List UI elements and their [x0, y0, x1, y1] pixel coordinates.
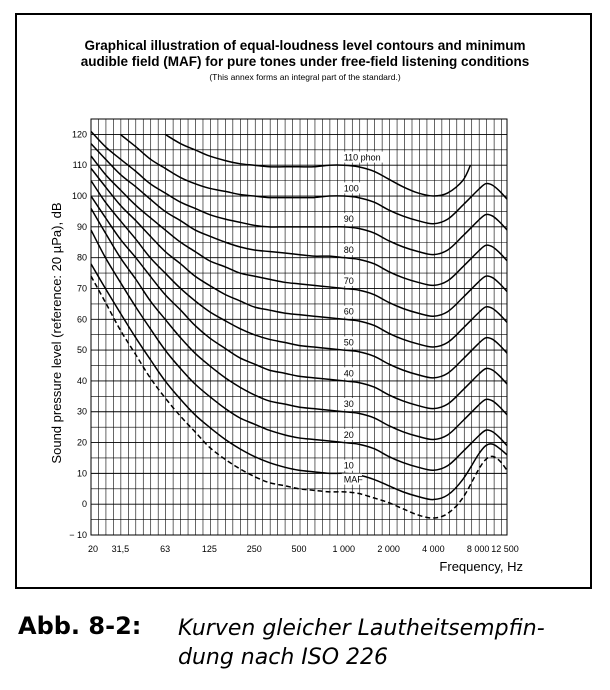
- curve-label-100: 100: [343, 183, 359, 194]
- curve-maf: [91, 276, 507, 518]
- grid: [91, 119, 507, 535]
- figure-caption: [18, 612, 603, 682]
- curve-label-30: 30: [343, 399, 354, 410]
- caption-label: Abb. 8-2:: [18, 612, 142, 640]
- x-tick-label: 12 500: [491, 544, 519, 554]
- y-axis-label: Sound pressure level (reference: 20 µPa), dB: [49, 202, 64, 464]
- equal-loudness-chart: [17, 15, 590, 587]
- chart-title-line-1: Graphical illustration of equal-loudness level contours and minimum: [84, 38, 526, 53]
- x-tick-label: 2 000: [377, 544, 400, 554]
- figure-frame: [15, 13, 592, 589]
- y-tick-labels: [69, 129, 87, 540]
- x-axis-label: Frequency, Hz: [439, 559, 523, 574]
- x-tick-label: 20: [88, 544, 99, 554]
- caption-text-line-1: Kurven gleicher Lautheitsempfin-: [178, 616, 545, 641]
- curve-label-maf: MAF: [343, 474, 363, 485]
- x-tick-label: 500: [291, 544, 307, 554]
- curve-label-80: 80: [343, 245, 354, 256]
- y-tick-label: 10: [76, 468, 87, 479]
- y-tick-label: 0: [81, 499, 87, 510]
- chart-subtitle: (This annex forms an integral part of the standard.): [209, 72, 401, 82]
- curve-label-40: 40: [343, 368, 354, 379]
- curve-label-50: 50: [343, 337, 354, 348]
- y-tick-label: 20: [76, 437, 87, 448]
- curve-label-10: 10: [343, 460, 354, 471]
- curve-label-20: 20: [343, 429, 354, 440]
- x-tick-label: 1 000: [332, 544, 356, 554]
- y-tick-label: 40: [76, 375, 87, 386]
- curve-70: [91, 156, 507, 316]
- curve-label-110-phon: 110 phon: [343, 152, 381, 163]
- x-tick-label: 250: [246, 544, 262, 554]
- curve-label-60: 60: [343, 306, 354, 317]
- y-tick-label: 50: [76, 345, 87, 356]
- y-tick-label: 60: [76, 314, 87, 325]
- y-tick-label: 30: [76, 406, 87, 417]
- x-tick-label: 8 000: [466, 544, 490, 554]
- y-tick-label: 70: [76, 283, 87, 294]
- x-tick-label: 31,5: [111, 544, 130, 554]
- curve-label-70: 70: [343, 275, 354, 286]
- caption-text-line-2: dung nach ISO 226: [178, 645, 389, 670]
- curve-label-90: 90: [343, 214, 354, 225]
- y-tick-label: 100: [71, 191, 87, 202]
- curve-100: [120, 134, 507, 223]
- y-tick-label: 120: [71, 129, 87, 140]
- y-tick-label: 110: [72, 160, 87, 171]
- x-tick-labels: [88, 544, 519, 554]
- y-tick-label: 80: [76, 252, 87, 263]
- chart-title-line-2: audible field (MAF) for pure tones under free-field listening conditions: [80, 54, 530, 69]
- x-tick-label: 4 000: [422, 544, 445, 554]
- curve-40: [91, 196, 507, 409]
- plot-border: [91, 119, 507, 535]
- y-tick-label: − 10: [69, 530, 87, 540]
- caption-text: [178, 614, 598, 672]
- x-tick-label: 125: [201, 544, 217, 554]
- x-tick-label: 63: [160, 544, 171, 554]
- curve-30: [91, 208, 507, 439]
- curves: [91, 131, 507, 518]
- y-tick-label: 90: [76, 221, 87, 232]
